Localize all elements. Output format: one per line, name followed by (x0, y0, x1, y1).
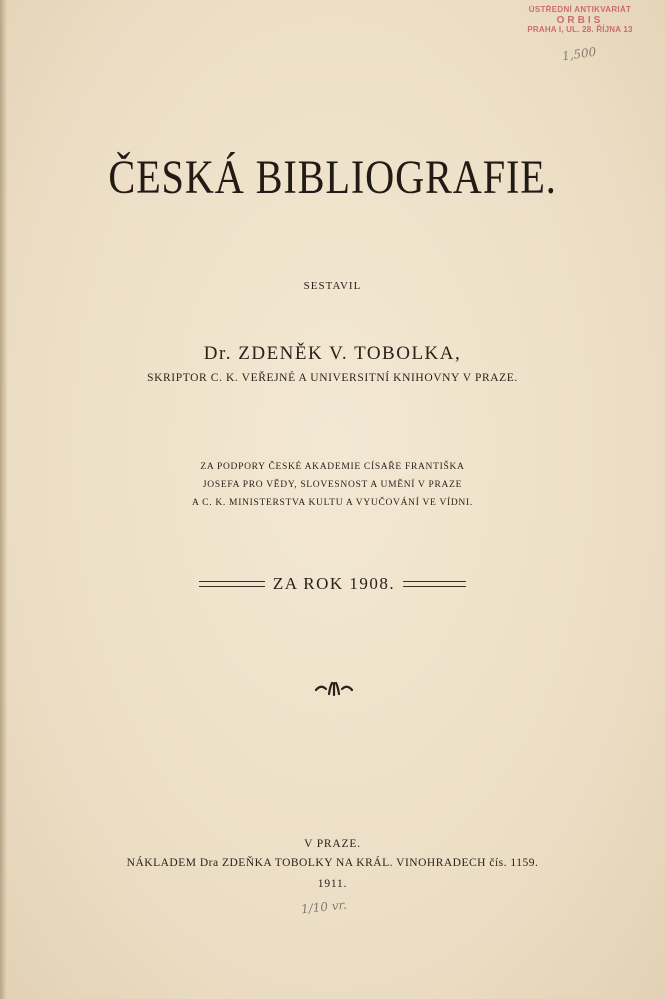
stamp-line-1: ÚSTŘEDNÍ ANTIKVARIÁT (528, 5, 632, 14)
publication-year: 1911. (317, 878, 348, 890)
double-rule-right (403, 581, 466, 587)
author-role: SKRIPTOR C. K. VEŘEJNÉ A UNIVERSITNÍ KNIHOVNY V PRAZE. (147, 372, 518, 384)
stamp-line-3: PRAHA I, UL. 28. ŘÍJNA 13 (527, 24, 633, 34)
support-line-2: JOSEFA PRO VĚDY, SLOVESNOST A UMĚNÍ V PRAZE (202, 480, 463, 490)
publisher-line: NÁKLADEM Dra ZDEŇKA TOBOLKY NA KRÁL. VINOHRADECH čís. 1159. (126, 857, 539, 869)
fleuron-ornament-icon (313, 681, 355, 697)
support-line-1: ZA PODPORY ČESKÉ AKADEMIE CÍSAŘE FRANTIŠKA (200, 462, 465, 472)
support-statement (0, 458, 665, 512)
year-heading-row (0, 574, 665, 594)
book-title: ČESKÁ BIBLIOGRAFIE. (108, 151, 557, 204)
double-rule-left (199, 581, 265, 587)
pencil-shelf-note: 1/10 vr. (300, 897, 348, 917)
antiquarian-stamp (505, 6, 655, 35)
publication-place: V PRAZE. (304, 838, 361, 850)
year-heading: ZA ROK 1908. (272, 574, 396, 593)
stamp-line-2: ORBIS (556, 14, 604, 26)
author-name: Dr. ZDENĚK V. TOBOLKA, (203, 343, 462, 364)
pencil-price-note: 1,500 (561, 44, 598, 64)
compiled-by-label: SESTAVIL (303, 280, 362, 292)
support-line-3: A C. K. MINISTERSTVA KULTU A VYUČOVÁNÍ VE VÍDNI. (192, 498, 473, 508)
